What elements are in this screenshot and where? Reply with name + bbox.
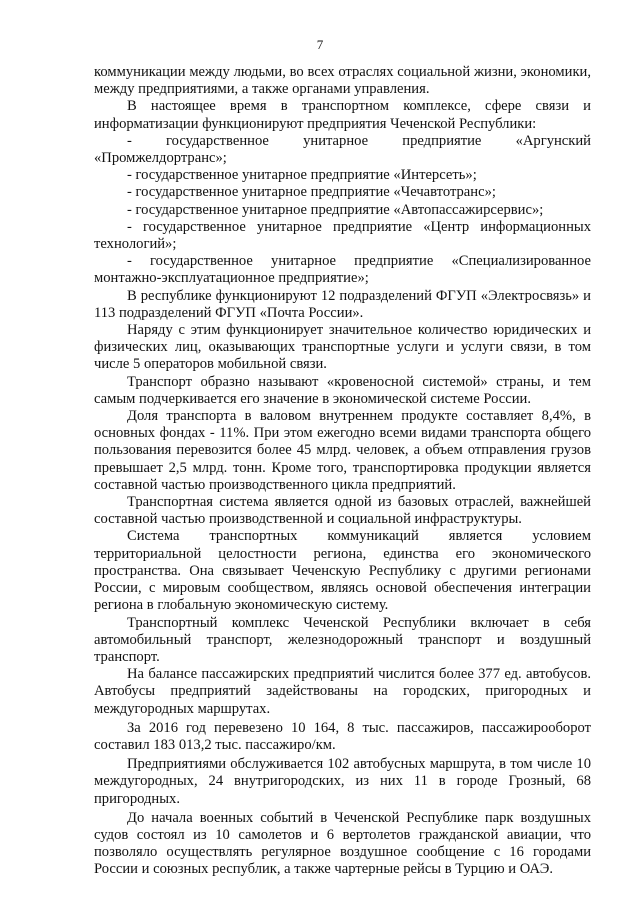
- paragraph: Транспортная система является одной из базовых отраслей, важнейшей составной частью производственной и социальной инфраструктуры.: [94, 494, 591, 528]
- list-item: - государственное унитарное предприятие «Специализированное монтажно-эксплуатационное предприятие»;: [94, 253, 591, 287]
- paragraph: Предприятиями обслуживается 102 автобусных маршрута, в том числе 10 междугородных, 24 внутригородских, из них 11 в городе Грозный, 68 пригородных.: [94, 756, 591, 807]
- paragraph: Система транспортных коммуникаций является условием территориальной целостности региона, единства его экономического пространства. Она связывает Чеченскую Республику с другими регионами России, с мировым сообществом, являясь основой обеспечения интеграции региона в глобальную экономическую систему.: [94, 528, 591, 614]
- list-item: - государственное унитарное предприятие «Аргунский «Промжелдортранс»;: [94, 132, 591, 167]
- document-body: [94, 64, 591, 879]
- list-item: - государственное унитарное предприятие «Интерсеть»;: [127, 167, 477, 184]
- page-number: 7: [316, 37, 324, 52]
- list-item: - государственное унитарное предприятие «Центр информационных технологий»;: [94, 218, 591, 253]
- paragraph: Транспортный комплекс Чеченской Республики включает в себя автомобильный транспорт, железнодорожный транспорт и воздушный транспорт.: [94, 614, 591, 665]
- paragraph: Транспорт образно называют «кровеносной системой» страны, и тем самым подчеркивается его значение в экономической системе России.: [94, 373, 591, 407]
- paragraph: За 2016 год перевезено 10 164, 8 тыс. пассажиров, пассажирооборот составил 183 013,2 тыс. пассажиро/км.: [94, 719, 591, 753]
- paragraph: В настоящее время в транспортном комплексе, сфере связи и информатизации функционируют предприятия Чеченской Республики:: [94, 98, 591, 132]
- list-item: - государственное унитарное предприятие «Чечавтотранс»;: [127, 184, 496, 201]
- paragraph: Наряду с этим функционирует значительное количество юридических и физических лиц, оказывающих транспортные услуги и услуги связи, в том числе 5 операторов мобильной связи.: [94, 322, 591, 373]
- paragraph: До начала военных событий в Чеченской Республике парк воздушных судов состоял из 10 самолетов и 6 вертолетов гражданской авиации, что позволяло осуществлять регулярное воздушное сообщение с 16 городами России и союзных республик, а также чартерные рейсы в Турцию и ОАЭ.: [94, 809, 591, 878]
- paragraph: На балансе пассажирских предприятий числится более 377 ед. автобусов. Автобусы предприятий задействованы на городских, пригородных и междугородных маршрутах.: [94, 666, 591, 717]
- paragraph: В республике функционируют 12 подразделений ФГУП «Электросвязь» и 113 подразделений ФГУП «Почта России».: [94, 287, 591, 321]
- paragraph: коммуникации между людьми, во всех отраслях социальной жизни, экономики, между предприятиями, а также органами управления.: [94, 64, 591, 98]
- paragraph: Доля транспорта в валовом внутреннем продукте составляет 8,4%, в основных фондах - 11%. При этом ежегодно всеми видами транспорта общего пользования перевозится более 45 млрд. человек, а объем отправления грузов превышает 2,5 млрд. тонн. Кроме того, транспортировка продукции является составной частью производственного цикла предприятий.: [94, 408, 591, 493]
- list-item: - государственное унитарное предприятие «Автопассажирсервис»;: [127, 201, 544, 218]
